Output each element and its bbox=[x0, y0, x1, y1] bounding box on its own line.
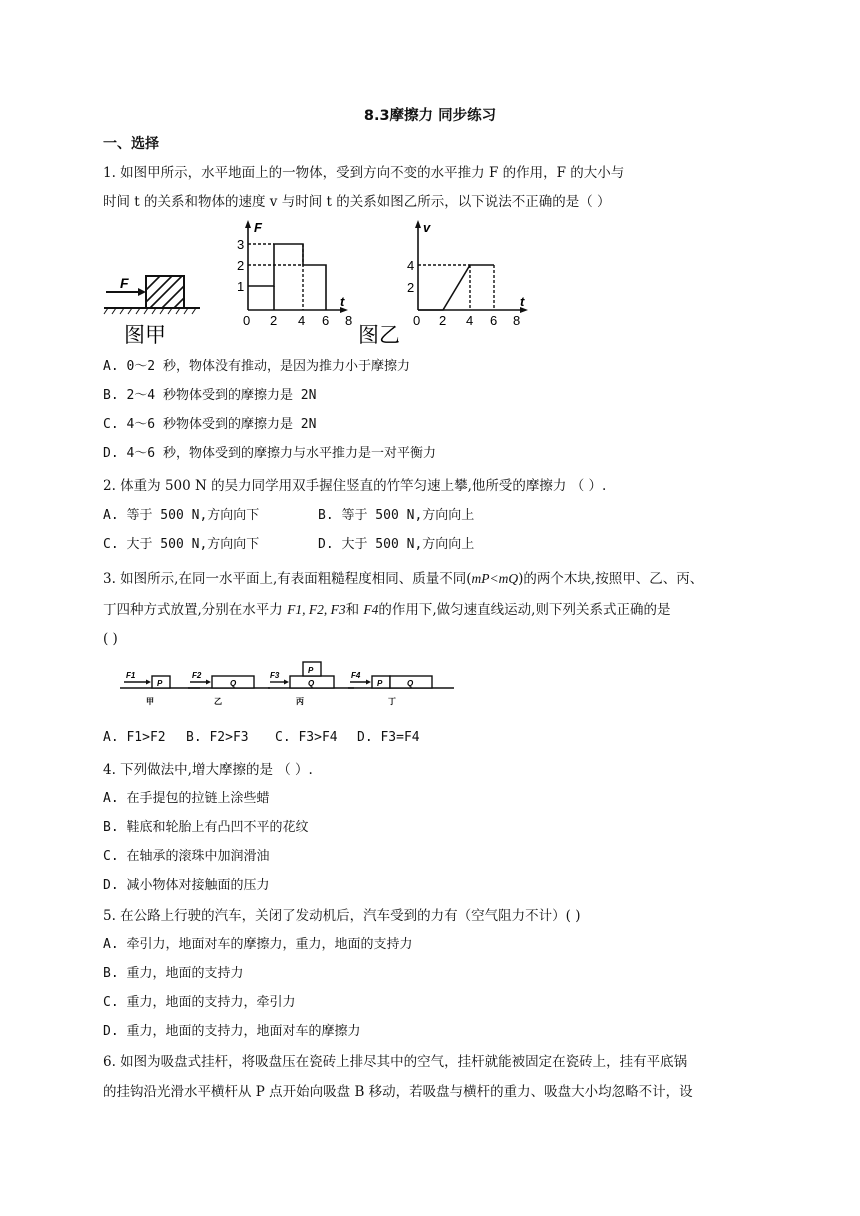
fig-jia bbox=[104, 275, 200, 347]
graph2-xtick-8: 8 bbox=[513, 313, 521, 328]
graph1-xtick-4: 4 bbox=[298, 313, 306, 328]
fig-yi-caption: 图乙 bbox=[358, 324, 400, 347]
q4-option-a: A. 在手提包的拉链上涂些蜡 bbox=[103, 791, 270, 806]
q3-stem-part1: 3. 如图所示,在同一水平面上,有表面粗糙程度相同、质量不同( bbox=[103, 571, 472, 587]
q5-option-d: D. 重力，地面的支持力，地面对车的摩擦力 bbox=[103, 1024, 361, 1039]
graph-f-t bbox=[237, 220, 400, 347]
q3-fig-q2: Q bbox=[230, 679, 237, 688]
q1-option-a: A. 0～2 秒，物体没有推动，是因为推力小于摩擦力 bbox=[103, 359, 410, 374]
graph2-xtick-4: 4 bbox=[466, 313, 474, 328]
q1-figure bbox=[100, 218, 560, 348]
q1-option-c: C. 4～6 秒物体受到的摩擦力是 2N bbox=[103, 417, 317, 432]
graph2-ylabel: v bbox=[423, 220, 431, 235]
v-series bbox=[418, 265, 494, 310]
q3-forces: F1, F2, F3 bbox=[287, 602, 346, 617]
q3-fig-q4: Q bbox=[407, 679, 414, 688]
graph2-xlabel: t bbox=[520, 294, 525, 309]
q3-fig-caption-1: 甲 bbox=[146, 697, 154, 706]
q2-option-b: B. 等于 500 N,方向向上 bbox=[318, 508, 475, 523]
page-title: 8.3摩擦力 同步练习 bbox=[363, 108, 497, 124]
graph2-ytick-2: 2 bbox=[407, 280, 415, 295]
q4-option-c: C. 在轴承的滚珠中加润滑油 bbox=[103, 849, 270, 864]
q3-stem-part4: 和 bbox=[345, 602, 360, 618]
q4-option-d: D. 减小物体对接触面的压力 bbox=[103, 878, 270, 893]
f-series bbox=[248, 244, 326, 310]
graph1-ytick-1: 1 bbox=[237, 279, 245, 294]
q3-stem-line2 bbox=[103, 600, 670, 620]
q6-stem-line1: 6. 如图为吸盘式挂杆，将吸盘压在瓷砖上排尽其中的空气，挂杆就能被固定在瓷砖上，挂有平底锅 bbox=[103, 1054, 688, 1070]
q5-option-b: B. 重力，地面的支持力 bbox=[103, 966, 244, 981]
q3-stem-part2: )的两个木块,按照甲、乙、丙、 bbox=[518, 571, 704, 587]
q3-option-a: A. F1>F2 bbox=[103, 730, 166, 745]
q3-fig-f1: F1 bbox=[126, 671, 136, 680]
q3-option-c: C. F3>F4 bbox=[275, 730, 338, 745]
q3-stem-part5: 的作用下,做匀速直线运动,则下列关系式正确的是 bbox=[378, 602, 671, 618]
graph2-xtick-2: 2 bbox=[439, 313, 447, 328]
graph1-xtick-6: 6 bbox=[322, 313, 330, 328]
q3-fig-p3: P bbox=[308, 666, 314, 675]
graph1-xtick-2: 2 bbox=[270, 313, 278, 328]
q1-stem-line2: 时间 t 的关系和物体的速度 v 与时间 t 的关系如图乙所示，以下说法不正确的是（ ） bbox=[103, 194, 611, 210]
graph1-xlabel: t bbox=[340, 294, 345, 309]
graph1-xtick-8: 8 bbox=[345, 313, 353, 328]
q6-stem-line2: 的挂钩沿光滑水平横杆从 P 点开始向吸盘 B 移动，若吸盘与横杆的重力、吸盘大小均忽略不计，设 bbox=[103, 1084, 693, 1100]
graph2-xtick-0: 0 bbox=[413, 313, 421, 328]
q3-fig-f3: F3 bbox=[270, 671, 280, 680]
q5-option-c: C. 重力，地面的支持力，牵引力 bbox=[103, 995, 296, 1010]
q5-stem: 5. 在公路上行驶的汽车，关闭了发动机后，汽车受到的力有（空气阻力不计）( ) bbox=[103, 908, 581, 924]
q2-option-c: C. 大于 500 N,方向向下 bbox=[103, 537, 260, 552]
q4-option-b: B. 鞋底和轮胎上有凸凹不平的花纹 bbox=[103, 820, 309, 835]
q3-stem-line1 bbox=[103, 569, 703, 589]
q3-fig-caption-4: 丁 bbox=[388, 697, 396, 706]
q5-option-a: A. 牵引力，地面对车的摩擦力，重力，地面的支持力 bbox=[103, 937, 413, 952]
graph2-ytick-4: 4 bbox=[407, 258, 415, 273]
q1-option-b: B. 2～4 秒物体受到的摩擦力是 2N bbox=[103, 388, 317, 403]
q3-stem-part3: 丁四种方式放置,分别在水平力 bbox=[103, 602, 283, 618]
graph-v-t bbox=[407, 220, 528, 328]
q2-option-d: D. 大于 500 N,方向向上 bbox=[318, 537, 475, 552]
q1-stem-line1: 1. 如图甲所示，水平地面上的一物体，受到方向不变的水平推力 F 的作用，F 的大小与 bbox=[103, 165, 625, 181]
graph1-xtick-0: 0 bbox=[243, 313, 251, 328]
q3-option-d: D. F3=F4 bbox=[357, 730, 420, 745]
q3-stem-line3: ( ) bbox=[103, 631, 118, 647]
q3-fig-f4: F4 bbox=[351, 671, 361, 680]
q3-fig-p1: P bbox=[157, 679, 163, 688]
graph2-xtick-6: 6 bbox=[490, 313, 498, 328]
graph1-ytick-3: 3 bbox=[237, 237, 245, 252]
q1-option-d: D. 4～6 秒，物体受到的摩擦力与水平推力是一对平衡力 bbox=[103, 446, 436, 461]
q3-force4: F4 bbox=[363, 602, 379, 617]
q3-fig-caption-3: 丙 bbox=[296, 697, 304, 706]
q3-mass-relation: mP<mQ bbox=[471, 571, 519, 586]
q3-fig-caption-2: 乙 bbox=[214, 697, 222, 706]
section-heading: 一、选择 bbox=[103, 136, 159, 152]
q3-fig-p4: P bbox=[377, 679, 383, 688]
q3-figure bbox=[118, 658, 478, 708]
q4-stem: 4. 下列做法中,增大摩擦的是 （ ）. bbox=[103, 762, 313, 778]
graph1-ylabel: F bbox=[254, 220, 262, 235]
q2-option-a: A. 等于 500 N,方向向下 bbox=[103, 508, 260, 523]
q3-option-b: B. F2>F3 bbox=[186, 730, 249, 745]
q2-stem: 2. 体重为 500 N 的吴力同学用双手握住竖直的竹竿匀速上攀,他所受的摩擦力 （ ）. bbox=[103, 478, 607, 494]
q3-fig-f2: F2 bbox=[192, 671, 202, 680]
fig-jia-caption: 图甲 bbox=[124, 324, 166, 347]
graph1-ytick-2: 2 bbox=[237, 258, 245, 273]
force-label: F bbox=[120, 275, 129, 291]
q3-fig-q3: Q bbox=[308, 679, 315, 688]
